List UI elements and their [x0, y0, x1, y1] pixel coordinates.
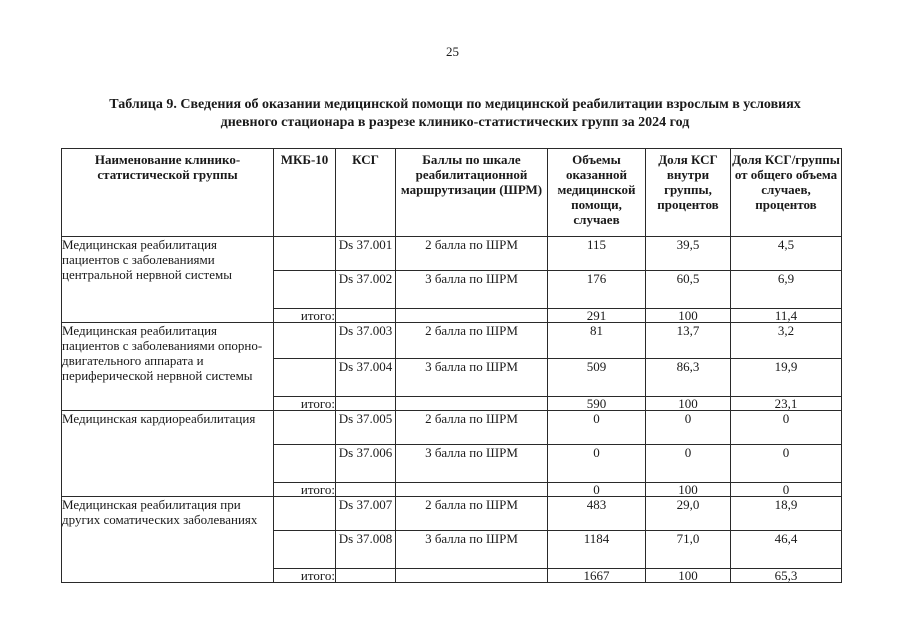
- group-block: [62, 323, 842, 411]
- header-score: Баллы по шкале реабилитационной маршрутизации (ШРМ): [396, 149, 548, 237]
- total-volume: 1667: [548, 569, 646, 583]
- table-row: [62, 237, 842, 271]
- group-block: [62, 497, 842, 583]
- mkb-cell: [274, 237, 336, 271]
- share-total-cell: 4,5: [731, 237, 842, 271]
- rehabilitation-table: [61, 148, 842, 583]
- group-block: [62, 411, 842, 497]
- score-cell: 2 балла по ШРМ: [396, 411, 548, 445]
- total-label: итого:: [274, 483, 336, 497]
- total-label: итого:: [274, 309, 336, 323]
- ksg-cell: Ds 37.004: [336, 359, 396, 397]
- mkb-cell: [274, 323, 336, 359]
- group-name: Медицинская реабилитация пациентов с заболеваниями центральной нервной системы: [62, 237, 274, 323]
- table-row: [62, 323, 842, 359]
- score-cell: [396, 483, 548, 497]
- volume-cell: 0: [548, 411, 646, 445]
- score-cell: [396, 309, 548, 323]
- volume-cell: 176: [548, 271, 646, 309]
- total-volume: 590: [548, 397, 646, 411]
- group-name: Медицинская реабилитация пациентов с заболеваниями опорно-двигательного аппарата и периферической нервной системы: [62, 323, 274, 411]
- share-group-cell: 39,5: [646, 237, 731, 271]
- volume-cell: 509: [548, 359, 646, 397]
- total-label: итого:: [274, 569, 336, 583]
- score-cell: 3 балла по ШРМ: [396, 271, 548, 309]
- share-total-cell: 18,9: [731, 497, 842, 531]
- ksg-cell: [336, 309, 396, 323]
- share-group-cell: 0: [646, 445, 731, 483]
- mkb-cell: [274, 497, 336, 531]
- group-block: [62, 237, 842, 323]
- group-name: Медицинская реабилитация при других соматических заболеваниях: [62, 497, 274, 583]
- group-name: Медицинская кардиореабилитация: [62, 411, 274, 497]
- share-group-cell: 0: [646, 411, 731, 445]
- ksg-cell: [336, 397, 396, 411]
- ksg-cell: [336, 569, 396, 583]
- share-group-cell: 60,5: [646, 271, 731, 309]
- ksg-cell: Ds 37.007: [336, 497, 396, 531]
- share-group-cell: 13,7: [646, 323, 731, 359]
- volume-cell: 81: [548, 323, 646, 359]
- header-ksg: КСГ: [336, 149, 396, 237]
- share-total-cell: 3,2: [731, 323, 842, 359]
- total-share-group: 100: [646, 309, 731, 323]
- volume-cell: 0: [548, 445, 646, 483]
- total-volume: 291: [548, 309, 646, 323]
- caption-line-1: Таблица 9. Сведения об оказании медицинской помощи по медицинской реабилитации взрослым в условиях: [109, 97, 801, 112]
- share-total-cell: 0: [731, 411, 842, 445]
- score-cell: 3 балла по ШРМ: [396, 359, 548, 397]
- ksg-cell: Ds 37.005: [336, 411, 396, 445]
- mkb-cell: [274, 271, 336, 309]
- header-share-total: Доля КСГ/группы от общего объема случаев, процентов: [731, 149, 842, 237]
- header-group: Наименование клинико-статистической группы: [62, 149, 274, 237]
- ksg-cell: Ds 37.003: [336, 323, 396, 359]
- volume-cell: 483: [548, 497, 646, 531]
- score-cell: [396, 397, 548, 411]
- volume-cell: 115: [548, 237, 646, 271]
- score-cell: 3 балла по ШРМ: [396, 531, 548, 569]
- total-share-group: 100: [646, 397, 731, 411]
- share-total-cell: 19,9: [731, 359, 842, 397]
- score-cell: 2 балла по ШРМ: [396, 497, 548, 531]
- total-share-total: 65,3: [731, 569, 842, 583]
- total-share-total: 0: [731, 483, 842, 497]
- total-volume: 0: [548, 483, 646, 497]
- score-cell: 2 балла по ШРМ: [396, 323, 548, 359]
- table-caption: [60, 96, 850, 132]
- total-share-group: 100: [646, 569, 731, 583]
- ksg-cell: [336, 483, 396, 497]
- header-mkb: МКБ-10: [274, 149, 336, 237]
- total-label: итого:: [274, 397, 336, 411]
- caption-line-2: дневного стационара в разрезе клинико-статистических групп за 2024 год: [220, 115, 690, 130]
- total-share-total: 23,1: [731, 397, 842, 411]
- page-number: 25: [446, 44, 459, 59]
- mkb-cell: [274, 411, 336, 445]
- table-row: [62, 411, 842, 445]
- ksg-cell: Ds 37.001: [336, 237, 396, 271]
- header-row: [62, 149, 842, 237]
- header-volume: Объемы оказанной медицинской помощи, случаев: [548, 149, 646, 237]
- header-share-group: Доля КСГ внутри группы, процентов: [646, 149, 731, 237]
- table-row: [62, 497, 842, 531]
- share-group-cell: 71,0: [646, 531, 731, 569]
- score-cell: 3 балла по ШРМ: [396, 445, 548, 483]
- ksg-cell: Ds 37.008: [336, 531, 396, 569]
- mkb-cell: [274, 531, 336, 569]
- share-total-cell: 0: [731, 445, 842, 483]
- mkb-cell: [274, 445, 336, 483]
- mkb-cell: [274, 359, 336, 397]
- score-cell: 2 балла по ШРМ: [396, 237, 548, 271]
- total-share-total: 11,4: [731, 309, 842, 323]
- ksg-cell: Ds 37.002: [336, 271, 396, 309]
- ksg-cell: Ds 37.006: [336, 445, 396, 483]
- share-total-cell: 46,4: [731, 531, 842, 569]
- share-group-cell: 29,0: [646, 497, 731, 531]
- share-group-cell: 86,3: [646, 359, 731, 397]
- total-share-group: 100: [646, 483, 731, 497]
- share-total-cell: 6,9: [731, 271, 842, 309]
- volume-cell: 1184: [548, 531, 646, 569]
- score-cell: [396, 569, 548, 583]
